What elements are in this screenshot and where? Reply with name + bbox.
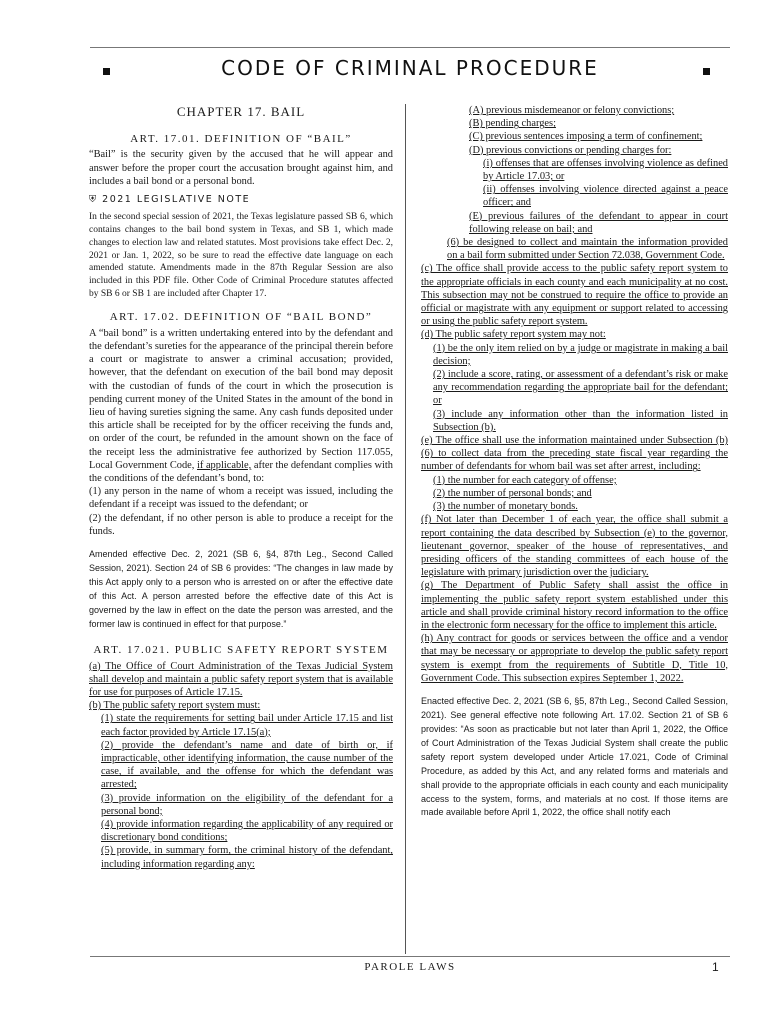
right-column [421, 104, 728, 820]
chapter-heading: CHAPTER 17. BAIL [176, 104, 306, 119]
subsection: (g) The Department of Public Safety shall assist the office in implementing the public safety report system established under this article and shall provide criminal history record information to the office in the electronic form necessary for the office to implement this article. [421, 580, 728, 631]
article-item: (2) the defendant, if no other person is able to produce a receipt for the funds. [89, 512, 393, 537]
subsection-item: (5) provide, in summary form, the criminal history of the defendant, including information regarding any: [101, 845, 393, 870]
legislative-note-text: In the second special session of 2021, the Texas legislature passed SB 6, which contains changes to the bail bond system in Texas, and SB 1, which made changes to election law and related statutes. Most provisions take effect Dec. 2, 2021 or Jan. 1, 2022, so be sure to read the effective date language on each amended statute. Amendments made in the 87th Regular Session are also included in this PDF file. Other Code of Criminal Procedure statutes affected by SB 6 or SB 1 are included after Chapter 17. [89, 212, 393, 300]
subsection: (h) Any contract for goods or services between the office and a vendor that may be necessary or appropriate to develop the public safety report system is exempt from the requirements of Subtitle D, Title 10, Government Code. This subsection expires September 1, 2022. [421, 633, 728, 684]
subsection-item: (1) the number for each category of offense; [433, 474, 617, 486]
subsection-item: (1) be the only item relied on by a judge or magistrate in making a bail decision; [433, 342, 728, 367]
article-text: A “bail bond” is a written undertaking entered into by the defendant and the defendant’s sureties for the appearance of the principal therein before a court or magistrate to answer a criminal accusation; provided, however, that the defendant on execution of the bail bond may deposit with the custodian of funds of the court in which the prosecution is pending current money of the United States in the amount of the bond in lieu of having sureties signing the same. Any cash funds deposited under this article shall be receipted for by the officer receiving the funds and, on order of the court, be refunded in the amount shown on the face of the receipt less the administrative fee authorized by Section 117.055, Local Government Code, if applicable, after the defendant complies with the conditions of the defendant’s bond, to: [89, 327, 393, 485]
header-bullet-right [703, 68, 710, 75]
header-rule [90, 47, 730, 48]
subsection-item: (2) provide the defendant’s name and date of birth or, if impracticable, other identifying information, the cause number of the case, if available, and the offense for which the defendant was arrested; [101, 739, 393, 791]
page-title: CODE OF CRIMINAL PROCEDURE [221, 56, 599, 80]
subsection-item: (i) offenses that are offenses involving violence as defined by Article 17.03; or [483, 157, 728, 183]
subsection-item: (2) the number of personal bonds; and [433, 487, 592, 499]
subsection-item: (C) previous sentences imposing a term of confinement; [469, 131, 703, 143]
subsection-item: (D) previous convictions or pending charges for: [469, 144, 672, 156]
subsection-item: (ii) offenses involving violence directed against a peace officer; and [483, 184, 728, 209]
subsection: (c) The office shall provide access to the public safety report system to the appropriate officials in each county and each municipality at no cost. This subsection may not be construed to require the office to provide an official or magistrate with any equipment or support related to accessing or using the public safety report system. [421, 263, 728, 328]
subsection-item: (E) previous failures of the defendant to appear in court following release on bail; and [469, 210, 728, 235]
footer-title: PAROLE LAWS [364, 961, 456, 973]
subsection-item: (6) be designed to collect and maintain the information provided on a bail form submitted under Section 72.038, Government Code. [447, 237, 728, 262]
article-item: (1) any person in the name of whom a receipt was issued, including the defendant if a receipt was issued to the defendant; or [89, 486, 393, 511]
page-number: 1 [712, 960, 719, 974]
subsection-item: (3) provide information on the eligibility of the defendant for a personal bond; [101, 792, 393, 817]
article-heading: ART. 17.01. DEFINITION OF “BAIL” [130, 132, 352, 145]
subsection-item: (2) include a score, rating, or assessment of a defendant’s risk or make any recommendation regarding the appropriate bail for the defendant; or [433, 369, 728, 407]
subsection-item: (3) the number of monetary bonds. [433, 501, 578, 513]
subsection-item: (1) state the requirements for setting bail under Article 17.15 and list each factor provided by Article 17.15(a); [101, 713, 393, 738]
subsection-item: (3) include any information other than the information listed in Subsection (b). [433, 408, 728, 433]
amendment-note: Amended effective Dec. 2, 2021 (SB 6, §4, 87th Leg., Second Called Session, 2021). Section 24 of SB 6 provides: “The changes in law made by this Act apply only to a person who is arrested on or after the effective date of this Act. A person arrested before the effective date of this Act is governed by the law in effect on the date the person was arrested, and the former law is continued in effect for that purpose.” [89, 549, 393, 629]
article-text: “Bail” is the security given by the accused that he will appear and answer before the proper court the accusation brought against him, and includes a bail bond or a personal bond. [89, 149, 393, 187]
footer-rule [90, 956, 730, 957]
subsection-item: (A) previous misdemeanor or felony convictions; [469, 105, 675, 116]
subsection: (e) The office shall use the information maintained under Subsection (b)(6) to collect data from the preceding state fiscal year regarding the number of defendants for whom bail was set after arrest, including: [421, 435, 728, 473]
subsection: (d) The public safety report system may not: [421, 329, 606, 341]
subsection-item: (B) pending charges; [469, 118, 556, 130]
article-heading: ART. 17.02. DEFINITION OF “BAIL BOND” [109, 310, 373, 323]
subsection-item: (4) provide information regarding the applicability of any required or discretionary bond conditions; [101, 819, 393, 844]
gavel-icon: ⛨ [89, 194, 98, 206]
enacted-note: Enacted effective Dec. 2, 2021 (SB 6, §5, 87th Leg., Second Called Session, 2021). See general effective note following Art. 17.02. Section 21 of SB 6 provides: “As soon as practicable but not later than April 1, 2022, the Office of Court Administration of the Texas Judicial System shall create the public safety report system developed under Article 17.021, Code of Criminal Procedure, as added by this Act, and any related forms and materials and shall provide to the appropriate officials in each county and each municipality access to the system, forms, and materials at no cost. If those items are made available before April 1, 2022, the office shall notify each [421, 695, 728, 818]
subsection: (a) The Office of Court Administration of the Texas Judicial System shall develop and maintain a public safety report system that is available for use for purposes of Article 17.15. [89, 660, 393, 699]
subsection: (b) The public safety report system must: [89, 700, 261, 712]
legislative-note-heading: ⛨ 2021 LEGISLATIVE NOTE [89, 194, 251, 206]
column-divider [405, 104, 406, 954]
left-column [89, 104, 393, 871]
subsection: (f) Not later than December 1 of each year, the office shall submit a report containing the data described by Subsection (e) to the governor, lieutenant governor, speaker of the house of representatives, and presiding officers of the standing committees of each house of the legislature with primary jurisdiction over the judiciary. [421, 514, 728, 579]
article-heading: ART. 17.021. PUBLIC SAFETY REPORT SYSTEM [93, 643, 389, 656]
